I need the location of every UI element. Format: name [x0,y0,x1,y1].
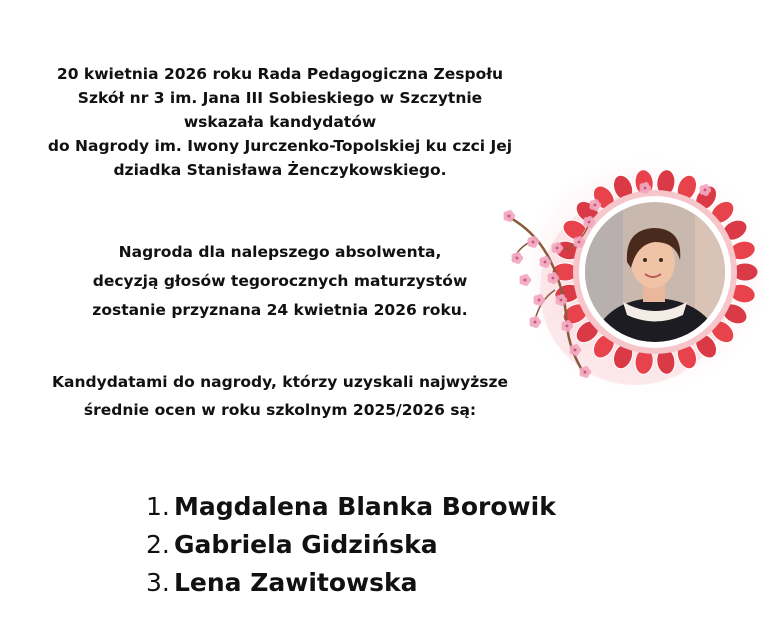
award-line: decyzją głosów tegorocznych maturzystów [92,272,468,290]
intro-paragraph [0,62,560,182]
candidates-intro-paragraph [0,368,560,424]
portrait-rosette [495,150,765,415]
list-item [146,568,556,606]
intro-line: do Nagrody im. Iwony Jurczenko-Topolskiej ku czci Jej [47,137,513,155]
intro-line: Szkół nr 3 im. Jana III Sobieskiego w Szczytnie [77,89,483,107]
list-item [146,530,556,568]
list-number: 2. [146,530,170,559]
candidate-name: Gabriela Gidzińska [174,530,438,559]
award-line: zostanie przyznana 24 kwietnia 2026 roku. [92,301,468,319]
candidates-list [146,492,556,606]
candidate-name: Magdalena Blanka Borowik [174,492,556,521]
portrait-photo-icon [495,150,765,415]
list-number: 3. [146,568,170,597]
award-paragraph [0,238,560,325]
award-line: Nagroda dla nalepszego absolwenta, [118,243,442,261]
candidates-intro-line: Kandydatami do nagrody, którzy uzyskali najwyższe [51,373,508,391]
intro-line: wskazała kandydatów [183,113,377,131]
list-number: 1. [146,492,170,521]
intro-line: dziadka Stanisława Żenczykowskiego. [113,161,447,179]
list-item [146,492,556,530]
intro-line: 20 kwietnia 2026 roku Rada Pedagogiczna Zespołu [56,65,504,83]
candidate-name: Lena Zawitowska [174,568,418,597]
candidates-intro-line: średnie ocen w roku szkolnym 2025/2026 są: [83,401,477,419]
